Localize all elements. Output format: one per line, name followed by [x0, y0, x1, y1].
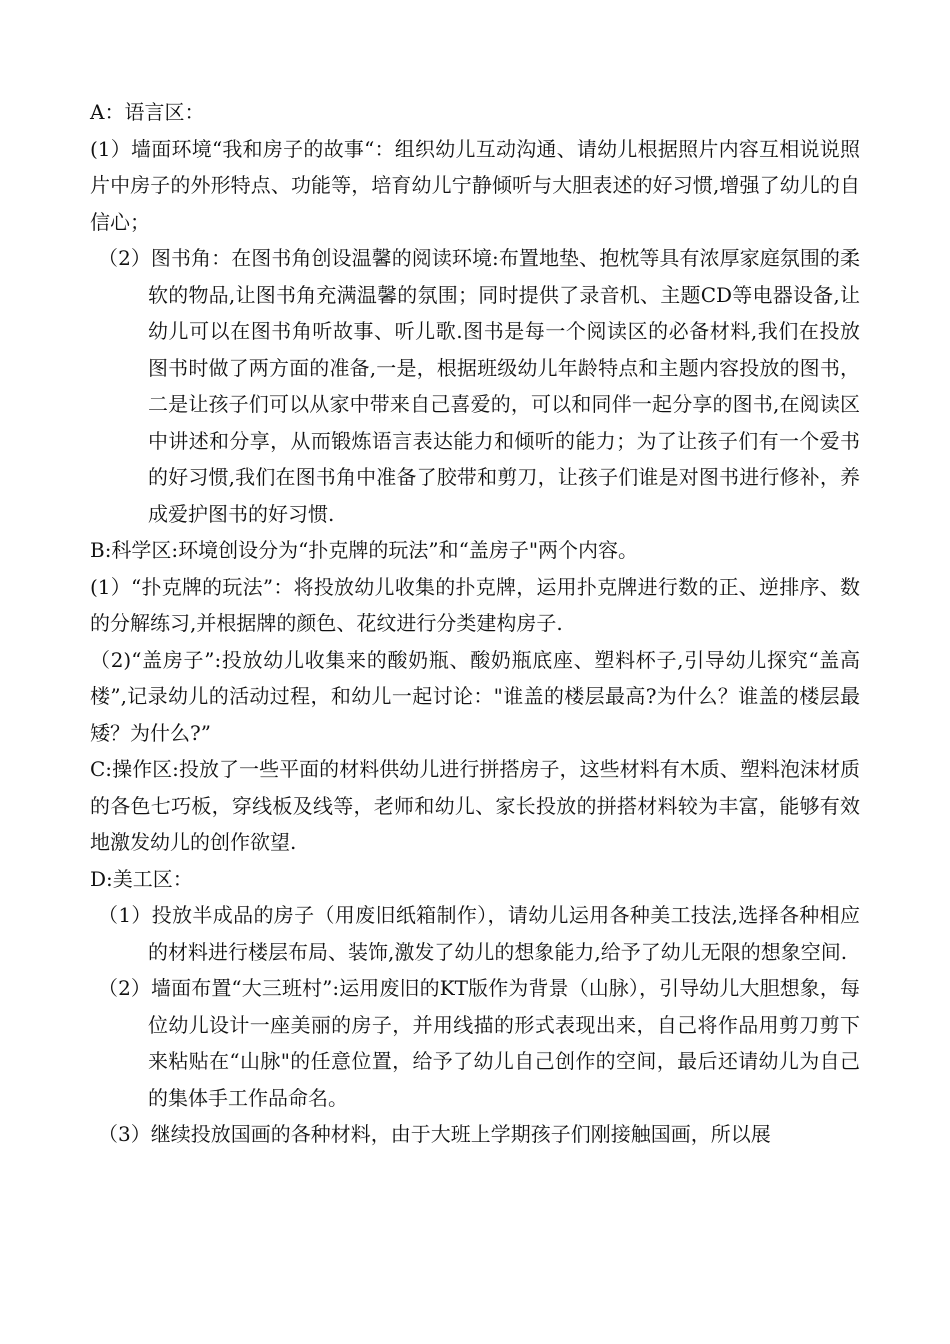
- document-body: [90, 94, 860, 1153]
- section-a-item-2: （2）图书角：在图书角创设温馨的阅读环境:布置地垫、抱枕等具有浓厚家庭氛围的柔软的物品,让图书角充满温馨的氛围；同时提供了录音机、主题CD等电器设备,让幼儿可以在图书角听故事、听儿歌.图书是每一个阅读区的必备材料,我们在投放图书时做了两方面的准备,一是，根据班级幼儿年龄特点和主题内容投放的图书，二是让孩子们可以从家中带来自己喜爱的，可以和同伴一起分享的图书,在阅读区中讲述和分享，从而锻炼语言表达能力和倾听的能力；为了让孩子们有一个爱书的好习惯,我们在图书角中准备了胶带和剪刀，让孩子们谁是对图书进行修补，养成爱护图书的好习惯.: [98, 246, 860, 526]
- section-b-item-1: (1）“扑克牌的玩法”：将投放幼儿收集的扑克牌，运用扑克牌进行数的正、逆排序、数的分解练习,并根据牌的颜色、花纹进行分类建构房子.: [90, 574, 860, 635]
- section-a-heading: A：语言区：: [90, 100, 205, 124]
- section-c-paragraph: C:操作区:投放了一些平面的材料供幼儿进行拼搭房子，这些材料有木质、塑料泡沫材质的各色七巧板，穿线板及线等，老师和幼儿、家长投放的拼搭材料较为丰富，能够有效地激发幼儿的创作欲望.: [90, 757, 860, 854]
- section-d-heading: D:美工区：: [90, 866, 193, 891]
- section-d-item-1: （1）投放半成品的房子（用废旧纸箱制作），请幼儿运用各种美工技法,选择各种相应的材料进行楼层布局、装饰,激发了幼儿的想象能力,给予了幼儿无限的想象空间.: [98, 903, 860, 964]
- section-d-item-2: （2）墙面布置“大三班村”:运用废旧的KT版作为背景（山脉），引导幼儿大胆想象，每位幼儿设计一座美丽的房子，并用线描的形式表现出来，自己将作品用剪刀剪下来粘贴在“山脉"的任意位置，给予了幼儿自己创作的空间，最后还请幼儿为自己的集体手工作品命名。: [98, 976, 860, 1110]
- section-d-item-3: （3）继续投放国画的各种材料，由于大班上学期孩子们刚接触国画，所以展: [98, 1122, 771, 1146]
- section-b-heading: B:科学区:环境创设分为“扑克牌的玩法”和“盖房子"两个内容。: [90, 538, 639, 562]
- section-a-item-1: (1）墙面环境“我和房子的故事“：组织幼儿互动沟通、请幼儿根据照片内容互相说说照片中房子的外形特点、功能等，培育幼儿宁静倾听与大胆表述的好习惯,增强了幼儿的自信心；: [90, 136, 860, 234]
- section-b-item-2: （2)“盖房子”:投放幼儿收集来的酸奶瓶、酸奶瓶底座、塑料杯子,引导幼儿探究“盖高楼”,记录幼儿的活动过程，和幼儿一起讨论："谁盖的楼层最高?为什么？谁盖的楼层最矮？为什么?”: [90, 647, 860, 745]
